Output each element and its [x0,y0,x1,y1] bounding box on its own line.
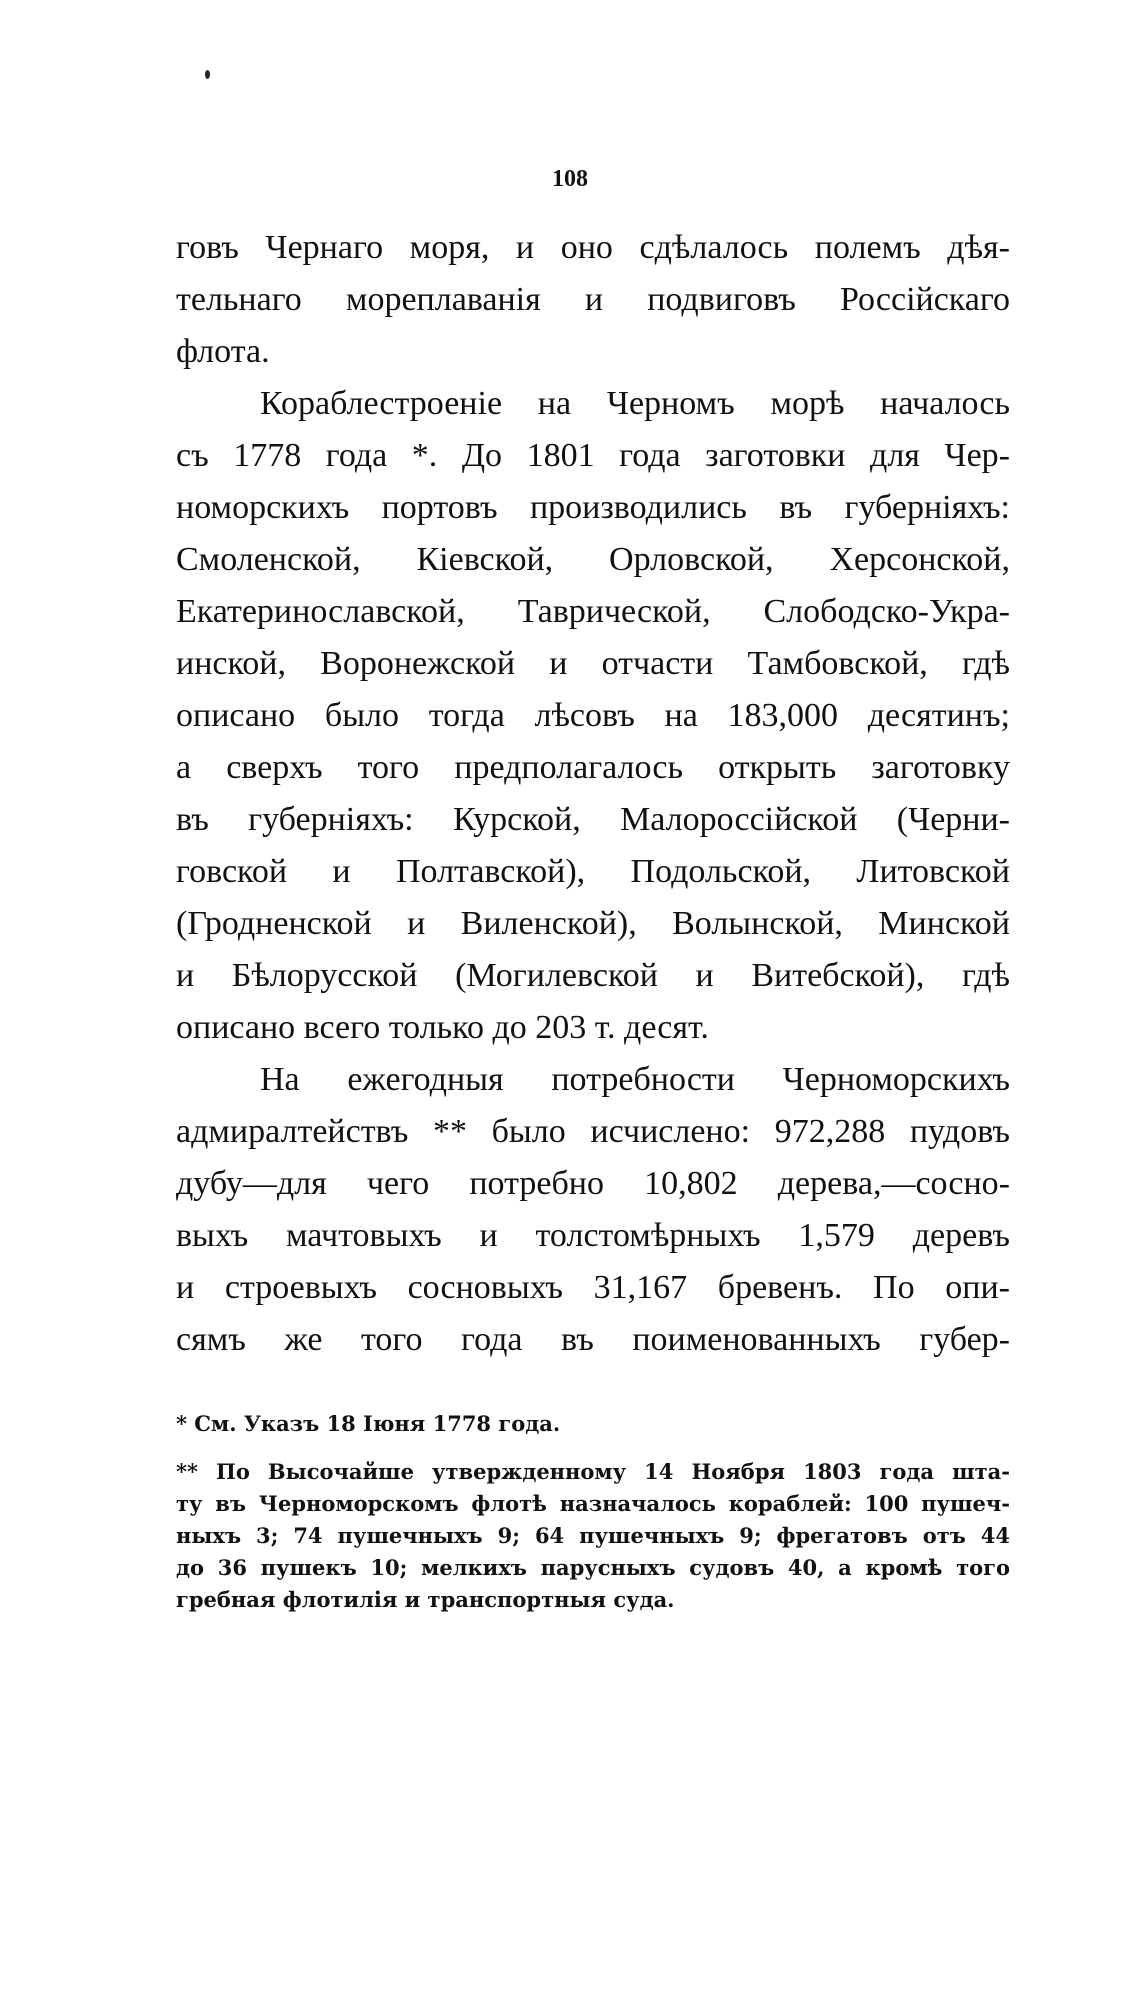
text-line: описано всего только до 203 т. десят. [176,1009,709,1046]
footnote-1 [176,1408,1010,1440]
text-line: Кораблестроеніе на Черномъ морѣ началось [260,385,1010,422]
text-line: говъ Чернаго моря, и оно сдѣлалось полемъ дѣя- [176,229,1010,266]
footnote-line: гребная флотилія и транспортныя суда. [176,1587,675,1612]
footnote-line: до 36 пушекъ 10; мелкихъ парусныхъ судовъ 40, а кромѣ того [176,1555,1010,1580]
text-line: адмиралтействъ ** было исчислено: 972,288 пудовъ [176,1113,1010,1150]
footnote-2 [176,1456,1010,1616]
footnote-line: * См. Указъ 18 Іюня 1778 года. [176,1411,561,1436]
text-line: и Бѣлорусской (Могилевской и Витебской), гдѣ [176,957,1010,994]
page-number: 108 [552,166,588,192]
text-line: въ губерніяхъ: Курской, Малороссійской (Черни- [176,801,1010,838]
text-line: (Гродненской и Виленской), Волынской, Минской [176,905,1010,942]
footnotes [176,1408,1010,1616]
text-line: описано было тогда лѣсовъ на 183,000 десятинъ; [176,697,1010,734]
text-line: тельнаго мореплаванія и подвиговъ Россійскаго [176,281,1010,318]
text-line: а сверхъ того предполагалось открыть заготовку [176,749,1010,786]
stray-ink-mark [205,70,210,79]
footnote-line: ** По Высочайше утвержденному 14 Ноября 1803 года шта- [176,1459,1010,1484]
text-line: номорскихъ портовъ производились въ губерніяхъ: [176,489,1010,526]
text-line: выхъ мачтовыхъ и толстомѣрныхъ 1,579 деревъ [176,1217,1010,1254]
text-line: съ 1778 года *. До 1801 года заготовки для Чер- [176,437,1010,474]
footnote-line: ныхъ 3; 74 пушечныхъ 9; 64 пушечныхъ 9; фрегатовъ отъ 44 [176,1523,1010,1548]
text-line: и строевыхъ сосновыхъ 31,167 бревенъ. По опи- [176,1269,1010,1306]
text-line: дубу—для чего потребно 10,802 дерева,—сосно- [176,1165,1010,1202]
text-line: сямъ же того года въ поименованныхъ губер- [176,1321,1010,1358]
main-text [176,222,1010,1366]
text-line: флота. [176,333,270,370]
footnote-line: ту въ Черноморскомъ флотѣ назначалось кораблей: 100 пушеч- [176,1491,1010,1516]
text-line: Смоленской, Кіевской, Орловской, Херсонской, [176,541,1010,578]
text-line: инской, Воронежской и отчасти Тамбовской, гдѣ [176,645,1010,682]
text-line: Екатеринославской, Таврической, Слободско-Укра- [176,593,1010,630]
text-line: говской и Полтавской), Подольской, Литовской [176,853,1010,890]
text-line: На ежегодныя потребности Черноморскихъ [260,1061,1010,1098]
